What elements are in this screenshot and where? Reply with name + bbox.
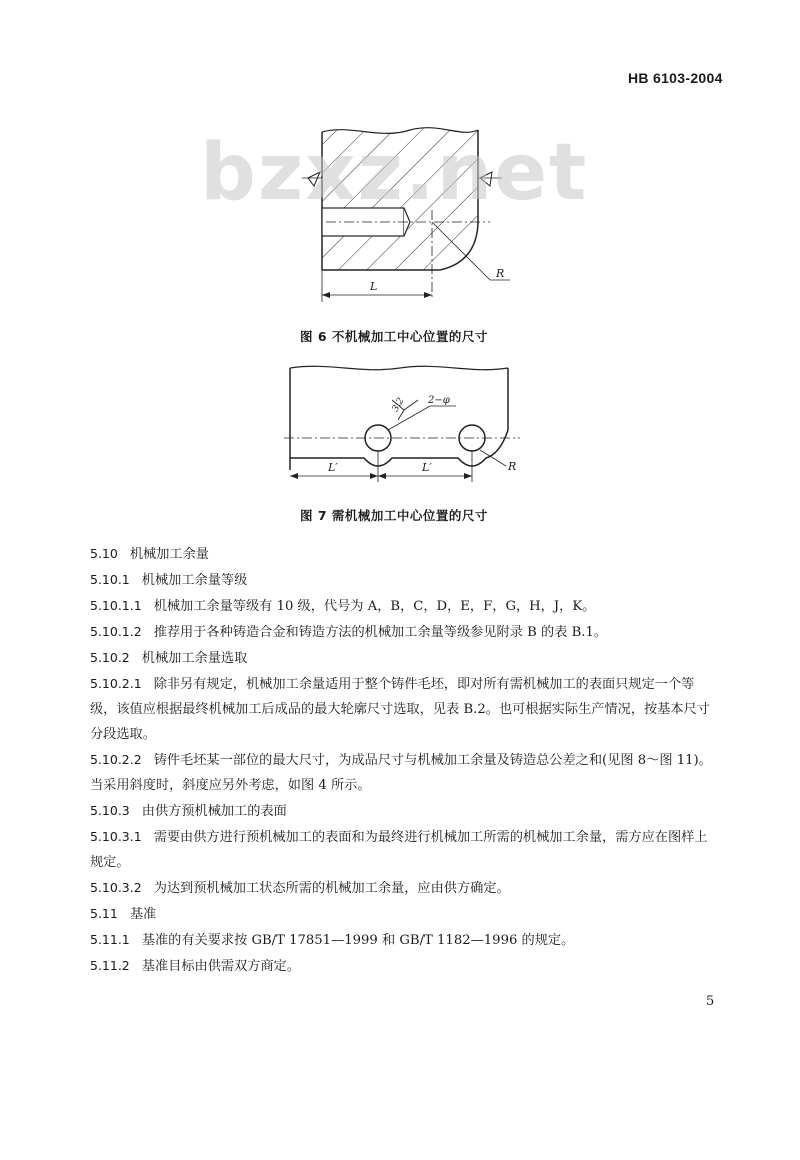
figure-7-drawing [280,360,540,490]
clause-5-10-2-2: 5.10.2.2 铸件毛坯某一部位的最大尺寸，为成品尺寸与机械加工余量及铸造总公差之和(见图 8～图 11)。当采用斜度时，斜度应另外考虑，如图 4 所示。 [90,752,712,793]
section-5-11: 5.11 基准 [90,906,157,922]
section-5-10-3: 5.10.3 由供方预机械加工的表面 [90,803,287,819]
fig7-label-2phi: 2−φ [428,395,450,406]
fig7-label-l1: L′ [328,461,338,474]
fig7-label-r: R [508,460,517,473]
fig7-label-32: 3.2 [390,396,407,414]
figure-6-caption: 图 6 不机械加工中心位置的尺寸 [300,329,488,344]
clause-5-10-1-1: 5.10.1.1 机械加工余量等级有 10 级，代号为 A，B，C，D，E，F，G，H，J，K。 [90,598,596,614]
body-text [90,541,718,979]
section-5-10-2: 5.10.2 机械加工余量选取 [90,650,248,666]
section-5-10-1: 5.10.1 机械加工余量等级 [90,572,248,588]
watermark: bzxz.net [200,128,589,218]
clause-5-10-3-2: 5.10.3.2 为达到预机械加工状态所需的机械加工余量，应由供方确定。 [90,880,510,896]
fig6-label-l: L [370,280,378,293]
figure-7-caption: 图 7 需机械加工中心位置的尺寸 [300,508,488,523]
clause-5-11-1: 5.11.1 基准的有关要求按 GB/T 17851—1999 和 GB/T 1182—1996 的规定。 [90,932,575,948]
clause-5-10-2-1: 5.10.2.1 除非另有规定，机械加工余量适用于整个铸件毛坯，即对所有需机械加工的表面只规定一个等级，该值应根据最终机械加工后成品的最大轮廓尺寸选取，见表 B.2。也可根据实际生产情况，按基本尺寸分段选取。 [90,676,710,742]
fig6-label-r: R [496,267,505,280]
clause-5-10-1-2: 5.10.1.2 推荐用于各种铸造合金和铸造方法的机械加工余量等级参见附录 B 的表 B.1。 [90,624,608,640]
page-number: 5 [706,994,715,1009]
document-code: HB 6103-2004 [628,70,723,86]
clause-5-10-3-1: 5.10.3.1 需要由供方进行预机械加工的表面和为最终进行机械加工所需的机械加工余量，需方应在图样上规定。 [90,829,708,870]
clause-5-11-2: 5.11.2 基准目标由供需双方商定。 [90,958,301,974]
fig7-label-l2: L′ [422,461,432,474]
section-5-10: 5.10 机械加工余量 [90,546,209,562]
